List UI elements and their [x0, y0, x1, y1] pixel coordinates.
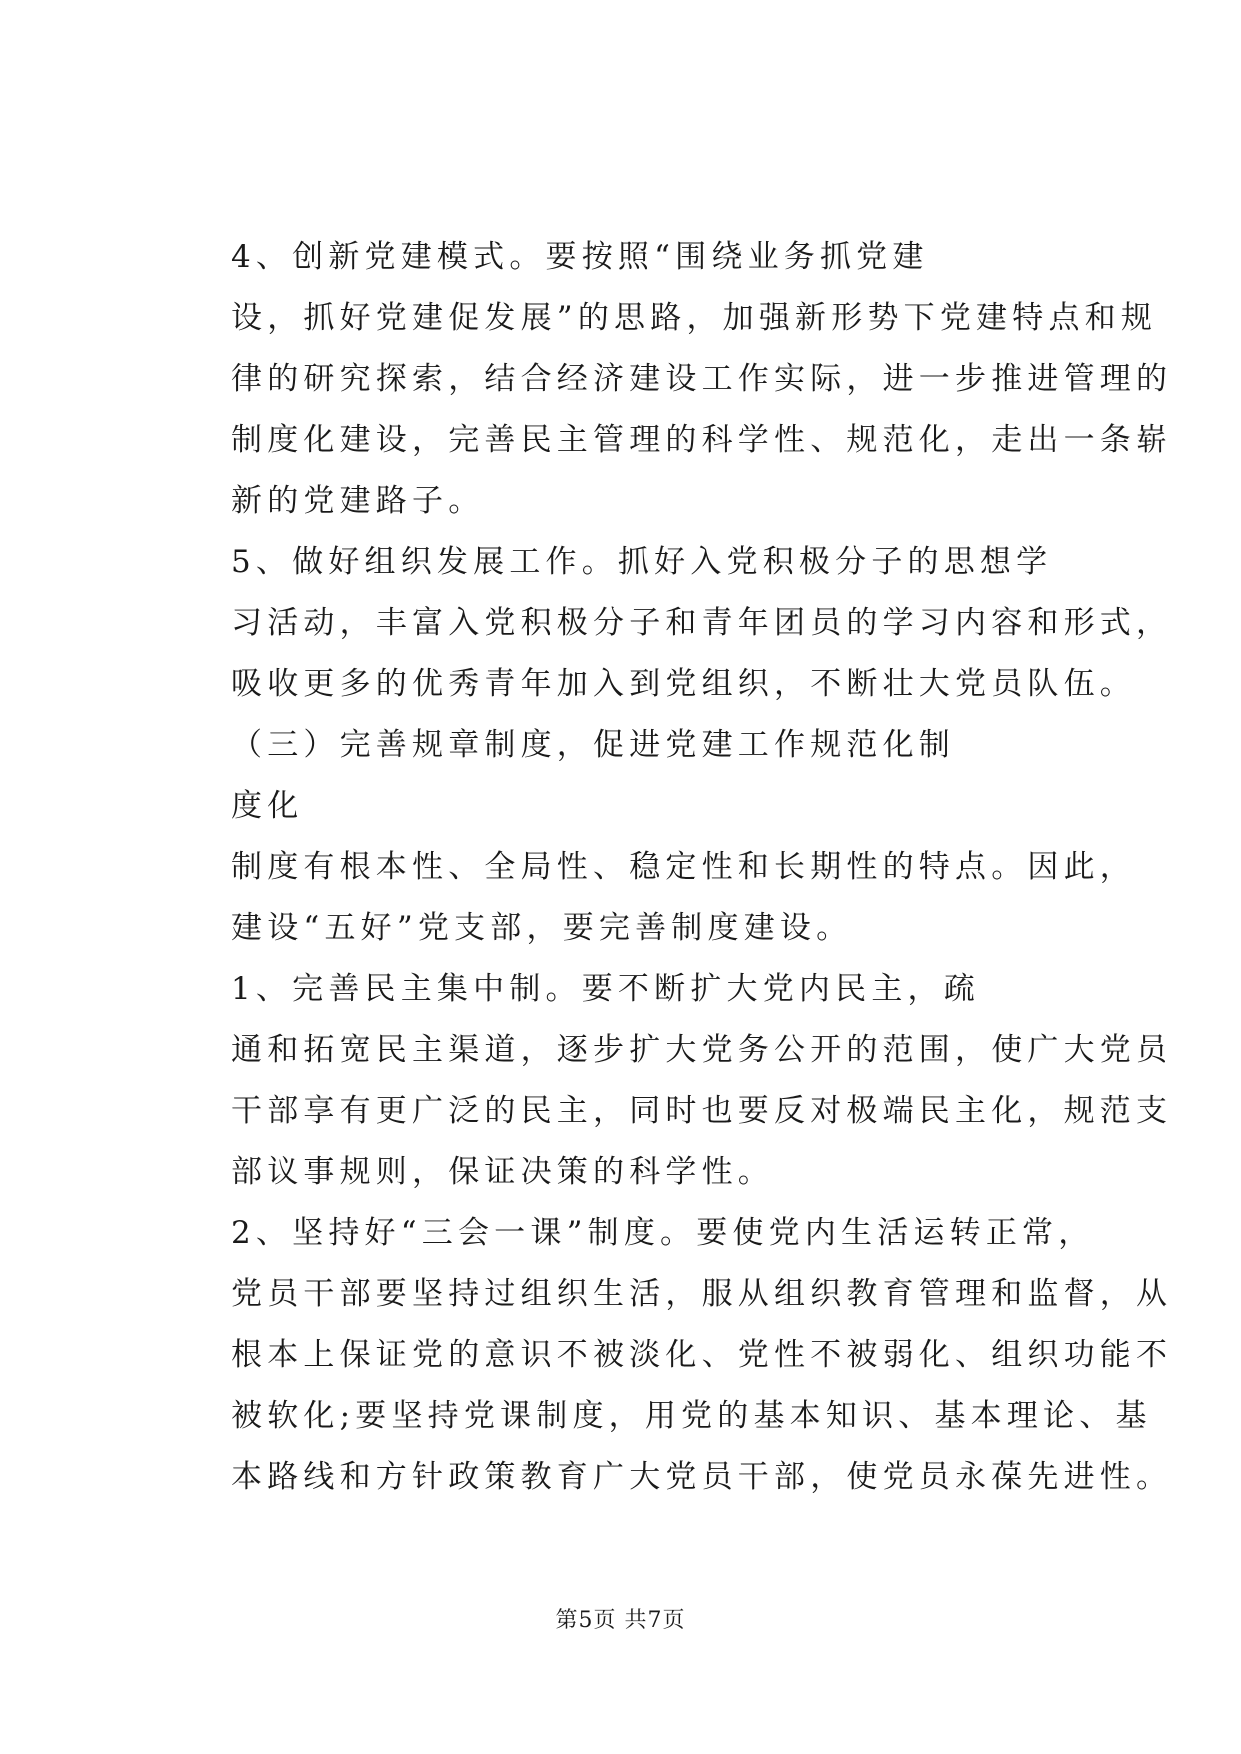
text-line-12: 建设“五好”党支部，要完善制度建设。 — [231, 910, 853, 946]
text-line-1: 4、创新党建模式。要按照“围绕业务抓党建 — [231, 239, 929, 275]
text-line-2: 设，抓好党建促发展”的思路，加强新形势下党建特点和规 — [231, 300, 1158, 336]
text-line-5: 新的党建路子。 — [231, 483, 485, 519]
text-line-11: 制度有根本性、全局性、稳定性和长期性的特点。因此， — [231, 849, 1136, 885]
text-line-13: 1、完善民主集中制。要不断扩大党内民主，疏 — [231, 971, 980, 1007]
text-line-7: 习活动，丰富入党积极分子和青年团员的学习内容和形式， — [231, 605, 1173, 641]
text-line-3: 律的研究探索，结合经济建设工作实际，进一步推进管理的 — [231, 361, 1173, 397]
text-line-14: 通和拓宽民主渠道，逐步扩大党务公开的范围，使广大党员 — [231, 1032, 1173, 1068]
text-line-18: 党员干部要坚持过组织生活，服从组织教育管理和监督，从 — [231, 1276, 1173, 1312]
text-line-8: 吸收更多的优秀青年加入到党组织，不断壮大党员队伍。 — [231, 666, 1136, 702]
text-line-21: 本路线和方针政策教育广大党员干部，使党员永葆先进性。 — [231, 1459, 1173, 1495]
text-line-10: 度化 — [231, 788, 304, 824]
text-line-15: 干部享有更广泛的民主，同时也要反对极端民主化，规范支 — [231, 1093, 1173, 1129]
text-line-17: 2、坚持好“三会一课”制度。要使党内生活运转正常， — [231, 1215, 1095, 1251]
text-line-6: 5、做好组织发展工作。抓好入党积极分子的思想学 — [231, 544, 1053, 580]
text-line-9: （三）完善规章制度，促进党建工作规范化制 — [231, 727, 955, 763]
text-line-19: 根本上保证党的意识不被淡化、党性不被弱化、组织功能不 — [231, 1337, 1173, 1373]
page-number-footer: 第5页 共7页 — [555, 1608, 686, 1633]
text-line-4: 制度化建设，完善民主管理的科学性、规范化，走出一条崭 — [231, 422, 1173, 458]
text-line-16: 部议事规则，保证决策的科学性。 — [231, 1154, 774, 1190]
text-line-20: 被软化;要坚持党课制度，用党的基本知识、基本理论、基 — [231, 1398, 1152, 1434]
